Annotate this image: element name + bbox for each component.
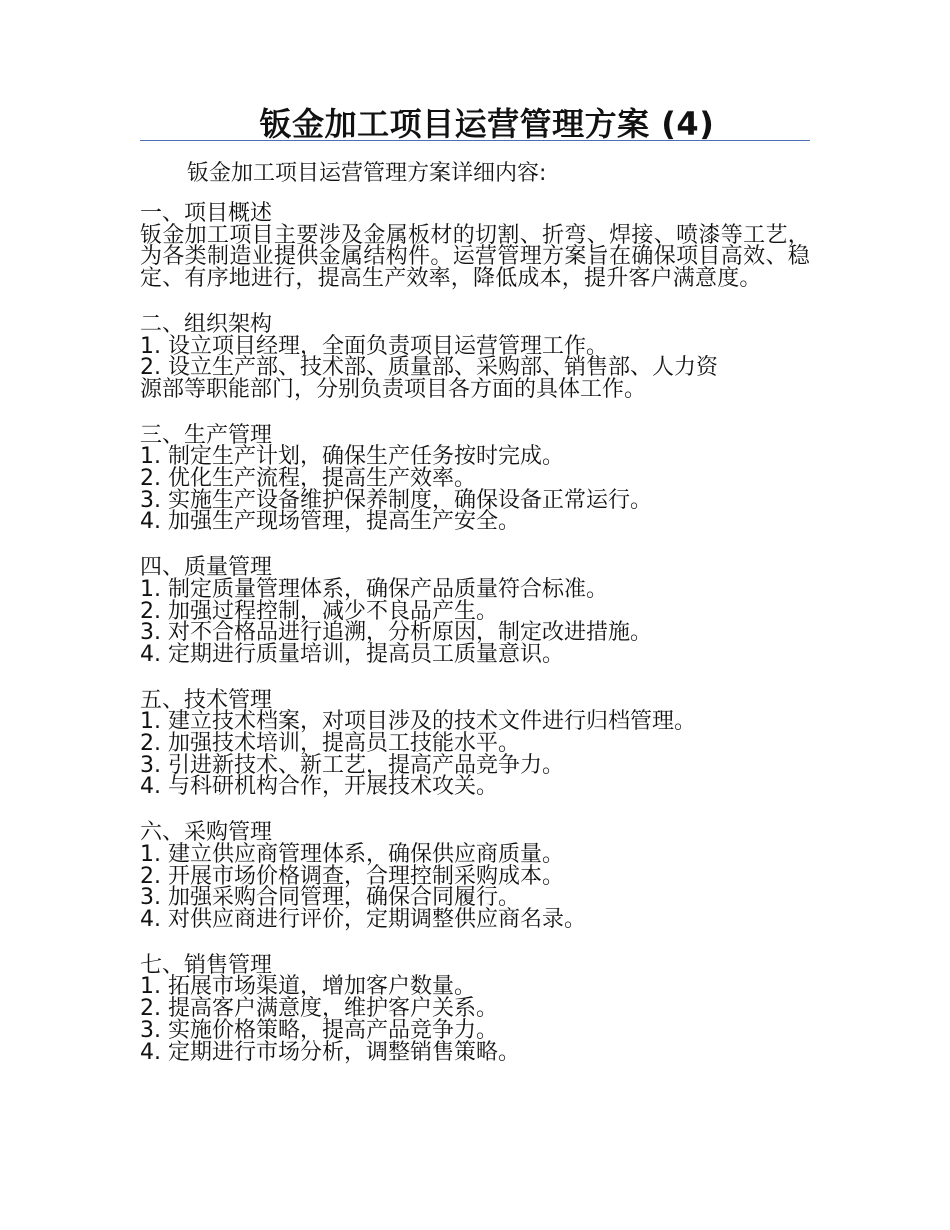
list-item: 3. 实施生产设备维护保养制度，确保设备正常运行。 [140, 487, 652, 513]
section-heading: 四、质量管理 [140, 555, 273, 581]
list-item: 1. 建立技术档案，对项目涉及的技术文件进行归档管理。 [140, 709, 696, 735]
list-item: 1. 制定质量管理体系，确保产品质量符合标准。 [140, 576, 608, 602]
section-overview [140, 203, 810, 290]
section-heading: 五、技术管理 [140, 687, 273, 713]
list-item: 2. 加强技术培训，提高员工技能水平。 [140, 731, 520, 757]
list-item: 3. 对不合格品进行追溯，分析原因，制定改进措施。 [140, 620, 652, 646]
list-item: 3. 引进新技术、新工艺，提高产品竞争力。 [140, 752, 564, 778]
list-item: 2. 提高客户满意度，维护客户关系。 [140, 996, 498, 1022]
section-heading: 三、生产管理 [140, 422, 273, 448]
list-item: 1. 拓展市场渠道，增加客户数量。 [140, 974, 476, 1000]
section-heading: 七、销售管理 [140, 952, 273, 978]
list-item: 2. 优化生产流程，提高生产效率。 [140, 466, 476, 492]
list-item: 2. 设立生产部、技术部、质量部、采购部、销售部、人力资 [140, 355, 718, 381]
section-heading: 一、项目概述 [140, 201, 273, 226]
section-heading: 二、组织架构 [140, 311, 273, 337]
list-item: 1. 设立项目经理，全面负责项目运营管理工作。 [140, 333, 608, 359]
title-underline [140, 140, 810, 141]
document-title: 钣金加工项目运营管理方案 (4) [259, 105, 715, 143]
section-paragraph: 钣金加工项目主要涉及金属板材的切割、折弯、焊接、喷漆等工艺，为各类制造业提供金属结构件。运营管理方案旨在确保项目高效、稳定、有序地进行，提高生产效率，降低成本，提升客户满意度。 [140, 222, 810, 292]
section-procurement [140, 822, 810, 931]
list-item: 1. 制定生产计划，确保生产任务按时完成。 [140, 444, 564, 470]
section-heading: 六、采购管理 [140, 820, 273, 846]
list-item: 4. 与科研机构合作，开展技术攻关。 [140, 774, 498, 800]
section-quality [140, 557, 810, 666]
list-item: 2. 加强过程控制，减少不良品产生。 [140, 598, 498, 624]
list-item: 3. 实施价格策略，提高产品竞争力。 [140, 1017, 498, 1043]
list-item: 源部等职能部门，分别负责项目各方面的具体工作。 [140, 376, 647, 402]
section-technology [140, 687, 810, 800]
list-item: 3. 加强采购合同管理，确保合同履行。 [140, 885, 520, 911]
document-body [140, 203, 810, 1087]
section-organization [140, 311, 810, 402]
section-production [140, 422, 810, 535]
document-intro: 钣金加工项目运营管理方案详细内容: [187, 161, 547, 186]
list-item: 4. 加强生产现场管理，提高生产安全。 [140, 509, 520, 535]
list-item: 4. 定期进行质量培训，提高员工质量意识。 [140, 641, 564, 667]
list-item: 4. 对供应商进行评价，定期调整供应商名录。 [140, 906, 586, 932]
list-item: 4. 定期进行市场分析，调整销售策略。 [140, 1039, 520, 1065]
list-item: 2. 开展市场价格调查，合理控制采购成本。 [140, 863, 564, 889]
list-item: 1. 建立供应商管理体系，确保供应商质量。 [140, 841, 564, 867]
section-sales [140, 952, 810, 1065]
